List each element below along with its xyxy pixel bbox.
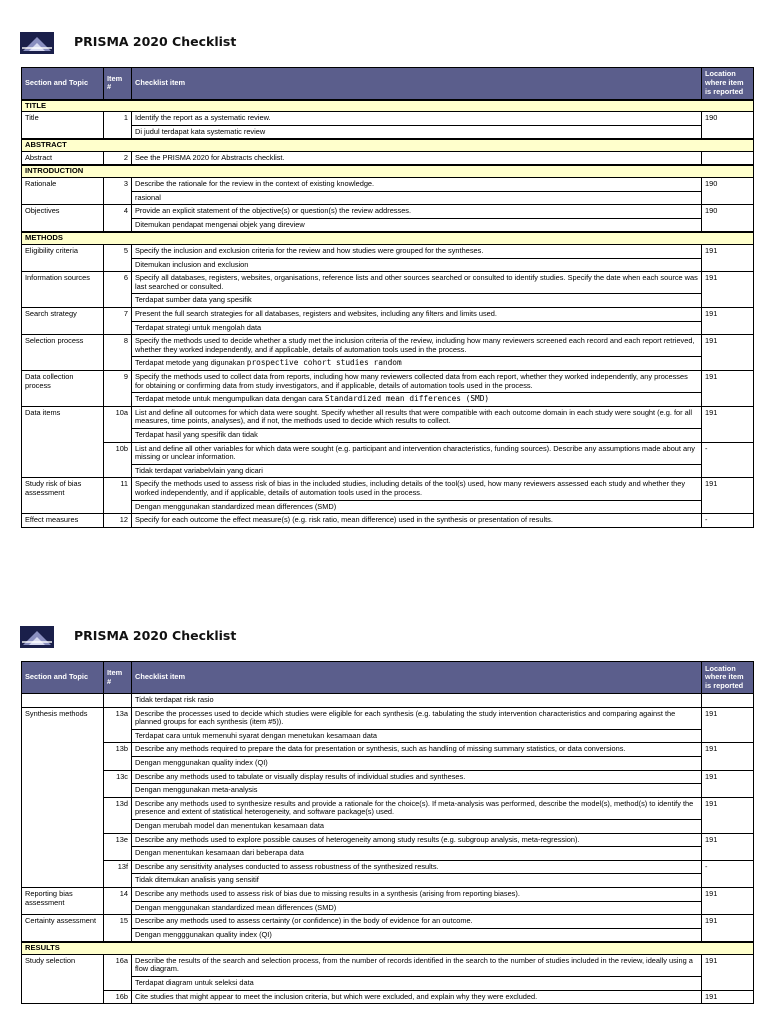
note-cell	[132, 428, 702, 442]
note-mono-text: prospective cohort studies random	[246, 358, 402, 368]
section-row	[22, 139, 754, 151]
table-row	[22, 990, 754, 1004]
location-cell: 191	[702, 887, 754, 914]
note-row	[22, 191, 754, 205]
note-text: Dengan merubah model dan menentukan kesamaan data	[135, 820, 324, 830]
item-number-cell: 16b	[104, 990, 132, 1004]
header-section-topic: Section and Topic	[22, 68, 104, 100]
header-item-number: Item #	[104, 68, 132, 100]
note-row	[22, 464, 754, 478]
location-cell: 191	[702, 954, 754, 990]
topic-cell: Objectives	[22, 205, 104, 233]
note-cell	[132, 294, 702, 308]
location-cell: 191	[702, 707, 754, 743]
checklist-item-text: Provide an explicit statement of the objective(s) or question(s) the review addresses.	[132, 205, 702, 219]
note-cell	[132, 191, 702, 205]
table-row	[22, 743, 754, 757]
table-row	[22, 370, 754, 392]
note-text: Terdapat cara untuk memenuhi syarat dengan menetukan kesamaan data	[135, 730, 377, 740]
table-row	[22, 860, 754, 874]
note-text: Dengan mengggunakan quality index (QI)	[135, 929, 272, 939]
header-section-topic: Section and Topic	[22, 662, 104, 694]
note-row	[22, 901, 754, 915]
header-location: Location where item is reported	[702, 68, 754, 100]
checklist-item-text: Describe the results of the search and selection process, from the number of records identified in the search to the number of studies included in the review, ideally using a flow diagram.	[132, 954, 702, 976]
section-row	[22, 942, 754, 954]
item-number-cell: 13e	[104, 833, 132, 860]
note-row	[22, 321, 754, 335]
location-cell: -	[702, 860, 754, 887]
prisma-logo-icon	[20, 32, 54, 54]
item-number-cell: 13c	[104, 770, 132, 797]
note-row	[22, 125, 754, 139]
topic-cell: Reporting bias assessment	[22, 887, 104, 914]
section-label: TITLE	[22, 100, 754, 112]
checklist-item-text: Describe the rationale for the review in the context of existing knowledge.	[132, 178, 702, 192]
item-number-cell: 6	[104, 272, 132, 308]
note-text: Dengan menggunakan meta-analysis	[135, 785, 258, 795]
topic-cell: Abstract	[22, 151, 104, 165]
topic-cell: Eligibility criteria	[22, 245, 104, 272]
note-text: Terdapat metode untuk mengumpulkan data dengan cara	[135, 394, 325, 404]
note-row	[22, 847, 754, 861]
note-row	[22, 928, 754, 942]
note-row	[22, 977, 754, 991]
topic-cell: Title	[22, 112, 104, 140]
table-row	[22, 272, 754, 294]
page-title: PRISMA 2020 Checklist	[74, 34, 237, 49]
prisma-logo-icon	[20, 626, 54, 648]
item-number-cell: 4	[104, 205, 132, 233]
location-cell: 190	[702, 112, 754, 140]
header-location: Location where item is reported	[702, 662, 754, 694]
table-row	[22, 770, 754, 784]
item-number-cell: 13d	[104, 797, 132, 833]
table-row	[22, 887, 754, 901]
note-cell	[132, 847, 702, 861]
note-cell	[132, 977, 702, 991]
note-text: Terdapat hasil yang spesifik dan tidak	[135, 429, 258, 439]
location-cell: 191	[702, 335, 754, 371]
table-row	[22, 178, 754, 192]
topic-cell: Information sources	[22, 272, 104, 308]
table-row	[22, 151, 754, 165]
location-cell: 191	[702, 478, 754, 514]
header-checklist-item: Checklist item	[132, 68, 702, 100]
checklist-item-text: Specify for each outcome the effect measure(s) (e.g. risk ratio, mean difference) used in the synthesis or presentation of results.	[132, 514, 702, 528]
note-cell	[132, 784, 702, 798]
note-text: Ditemukan pendapat mengenai objek yang direview	[135, 219, 305, 229]
location-cell: 190	[702, 205, 754, 233]
topic-cell: Search strategy	[22, 308, 104, 335]
item-number-cell	[104, 694, 132, 708]
checklist-item-text: Describe any sensitivity analyses conducted to assess robustness of the synthesized results.	[132, 860, 702, 874]
table-row	[22, 112, 754, 126]
checklist-table	[21, 67, 754, 528]
checklist-item-text: Describe any methods required to prepare the data for presentation or synthesis, such as handling of missing summary statistics, or data conversions.	[132, 743, 702, 757]
table-row	[22, 915, 754, 929]
note-cell	[132, 500, 702, 514]
location-cell: 190	[702, 178, 754, 205]
topic-cell: Data items	[22, 406, 104, 478]
checklist-item-text: Specify the methods used to assess risk of bias in the included studies, including details of the tool(s) used, how many reviewers assessed each study and whether they worked independently, and if applicable, details of automation tools used in the process.	[132, 478, 702, 500]
checklist-item-text: Describe any methods used to explore possible causes of heterogeneity among study results (e.g. subgroup analysis, meta-regression).	[132, 833, 702, 847]
note-cell	[132, 819, 702, 833]
checklist-item-text: Describe any methods used to tabulate or visually display results of individual studies and syntheses.	[132, 770, 702, 784]
location-cell: 191	[702, 990, 754, 1004]
topic-cell: Study selection	[22, 954, 104, 1003]
note-cell	[132, 729, 702, 743]
note-cell	[132, 258, 702, 272]
item-number-cell: 16a	[104, 954, 132, 990]
section-label: INTRODUCTION	[22, 165, 754, 177]
item-number-cell: 13f	[104, 860, 132, 887]
item-number-cell: 10b	[104, 442, 132, 478]
note-row	[22, 819, 754, 833]
table-row	[22, 478, 754, 500]
header-item-number: Item #	[104, 662, 132, 694]
item-number-cell: 2	[104, 151, 132, 165]
location-cell	[702, 694, 754, 708]
checklist-item-text: See the PRISMA 2020 for Abstracts checklist.	[132, 151, 702, 165]
item-number-cell: 7	[104, 308, 132, 335]
topic-cell: Study risk of bias assessment	[22, 478, 104, 514]
note-row	[22, 428, 754, 442]
note-text: Dengan menentukan kesamaan dari beberapa data	[135, 848, 304, 858]
section-row	[22, 232, 754, 244]
checklist-item-text: Identify the report as a systematic review.	[132, 112, 702, 126]
note-cell	[132, 928, 702, 942]
checklist-item-text: Describe any methods used to assess certainty (or confidence) in the body of evidence for an outcome.	[132, 915, 702, 929]
location-cell: -	[702, 514, 754, 528]
table-row	[22, 308, 754, 322]
note-cell	[132, 874, 702, 888]
item-number-cell: 15	[104, 915, 132, 943]
note-text: Dengan menggunakan standardized mean differences (SMD)	[135, 902, 337, 912]
note-text: Terdapat diagram untuk seleksi data	[135, 978, 254, 988]
section-label: RESULTS	[22, 942, 754, 954]
section-row	[22, 165, 754, 177]
note-cell	[132, 393, 702, 407]
location-cell: 191	[702, 308, 754, 335]
note-text: Dengan menggunakan standardized mean differences (SMD)	[135, 501, 337, 511]
table-row	[22, 442, 754, 464]
table-row	[22, 245, 754, 259]
checklist-item-text: List and define all outcomes for which data were sought. Specify whether all results that were compatible with each outcome domain in each study were sought (e.g. for all measures, time points, analyses), and if not, the methods used to decide which results to collect.	[132, 406, 702, 428]
location-cell: 191	[702, 797, 754, 833]
checklist-item-text: Describe any methods used to assess risk of bias due to missing results in a synthesis (arising from reporting biases).	[132, 887, 702, 901]
location-cell	[702, 151, 754, 165]
location-cell: 191	[702, 406, 754, 442]
note-mono-text: Standardized mean differences (SMD)	[324, 394, 490, 404]
header-checklist-item: Checklist item	[132, 662, 702, 694]
page-header	[20, 30, 740, 58]
topic-cell: Synthesis methods	[22, 707, 104, 887]
checklist-item-text: Specify the methods used to collect data from reports, including how many reviewers collected data from each report, whether they worked independently, any processes for obtaining or confirming data from study investigators, and if applicable, details of automation tools used in the process.	[132, 370, 702, 392]
note-cell	[132, 901, 702, 915]
note-cell	[132, 125, 702, 139]
location-cell: 191	[702, 272, 754, 308]
table-row	[22, 954, 754, 976]
table-row	[22, 694, 754, 708]
item-number-cell: 9	[104, 370, 132, 406]
table-row	[22, 514, 754, 528]
topic-cell: Certainty assessment	[22, 915, 104, 943]
note-cell	[132, 357, 702, 371]
table-row	[22, 335, 754, 357]
item-number-cell: 13b	[104, 743, 132, 770]
checklist-item-text: Describe the processes used to decide which studies were eligible for each synthesis (e.g. tabulating the study intervention characteristics and comparing against the planned groups for each synthesis (item #5)).	[132, 707, 702, 729]
table-header-row	[22, 662, 754, 694]
note-text: Dengan menggunakan quality index (QI)	[135, 757, 268, 767]
table-row	[22, 833, 754, 847]
page-title: PRISMA 2020 Checklist	[74, 628, 237, 643]
table-row	[22, 406, 754, 428]
note-row	[22, 784, 754, 798]
section-label: METHODS	[22, 232, 754, 244]
location-cell: 191	[702, 915, 754, 943]
checklist-item-text: Present the full search strategies for all databases, registers and websites, including any filters and limits used.	[132, 308, 702, 322]
note-text: Di judul terdapat kata systematic review	[135, 126, 266, 136]
item-number-cell: 11	[104, 478, 132, 514]
location-cell: 191	[702, 770, 754, 797]
item-number-cell: 12	[104, 514, 132, 528]
item-number-cell: 1	[104, 112, 132, 140]
section-label: ABSTRACT	[22, 139, 754, 151]
table-row	[22, 707, 754, 729]
note-row	[22, 393, 754, 407]
note-text: Terdapat metode yang digunakan	[135, 358, 247, 368]
item-number-cell: 5	[104, 245, 132, 272]
note-text: Terdapat sumber data yang spesifik	[135, 295, 252, 305]
note-cell	[132, 756, 702, 770]
location-cell: 191	[702, 833, 754, 860]
note-text: Tidak ditemukan analisis yang sensitif	[135, 875, 259, 885]
note-row	[22, 500, 754, 514]
item-number-cell: 14	[104, 887, 132, 914]
location-cell: 191	[702, 245, 754, 272]
note-cell: Tidak terdapat risk rasio	[132, 694, 702, 708]
note-row	[22, 258, 754, 272]
location-cell: -	[702, 442, 754, 478]
topic-cell	[22, 694, 104, 708]
checklist-item-text: Specify the inclusion and exclusion criteria for the review and how studies were grouped for the syntheses.	[132, 245, 702, 259]
note-row	[22, 218, 754, 232]
topic-cell: Selection process	[22, 335, 104, 371]
note-text: rasional	[135, 192, 161, 202]
checklist-item-text: Describe any methods used to synthesize results and provide a rationale for the choice(s). If meta-analysis was performed, describe the model(s), method(s) to identify the presence and extent of statistical heterogeneity, and software package(s) used.	[132, 797, 702, 819]
table-header-row	[22, 68, 754, 100]
table-row	[22, 797, 754, 819]
topic-cell: Effect measures	[22, 514, 104, 528]
checklist-item-text: List and define all other variables for which data were sought (e.g. participant and intervention characteristics, funding sources). Describe any assumptions made about any missing or unclear information.	[132, 442, 702, 464]
item-number-cell: 8	[104, 335, 132, 371]
note-text: Ditemukan inclusion and exclusion	[135, 259, 249, 269]
checklist-item-text: Specify the methods used to decide whether a study met the inclusion criteria of the review, including how many reviewers screened each record and each report retrieved, whether they worked independently, and if applicable, details of automation tools used in the process.	[132, 335, 702, 357]
location-cell: 191	[702, 370, 754, 406]
checklist-item-text: Specify all databases, registers, websites, organisations, reference lists and other sources searched or consulted to identify studies. Specify the date when each source was last searched or consulted.	[132, 272, 702, 294]
page-header	[20, 624, 740, 652]
section-row	[22, 100, 754, 112]
note-row	[22, 874, 754, 888]
note-cell	[132, 218, 702, 232]
note-text: Terdapat strategi untuk mengolah data	[135, 322, 262, 332]
topic-cell: Data collection process	[22, 370, 104, 406]
table-row	[22, 205, 754, 219]
checklist-table	[21, 661, 754, 1004]
checklist-item-text: Cite studies that might appear to meet the inclusion criteria, but which were excluded, and explain why they were excluded.	[132, 990, 702, 1004]
note-row	[22, 729, 754, 743]
note-row	[22, 357, 754, 371]
note-text: Tidak terdapat variabelvlain yang dicari	[135, 465, 263, 475]
location-cell: 191	[702, 743, 754, 770]
item-number-cell: 3	[104, 178, 132, 205]
note-cell	[132, 464, 702, 478]
note-row	[22, 756, 754, 770]
note-row	[22, 294, 754, 308]
item-number-cell: 10a	[104, 406, 132, 442]
item-number-cell: 13a	[104, 707, 132, 743]
topic-cell: Rationale	[22, 178, 104, 205]
note-cell	[132, 321, 702, 335]
